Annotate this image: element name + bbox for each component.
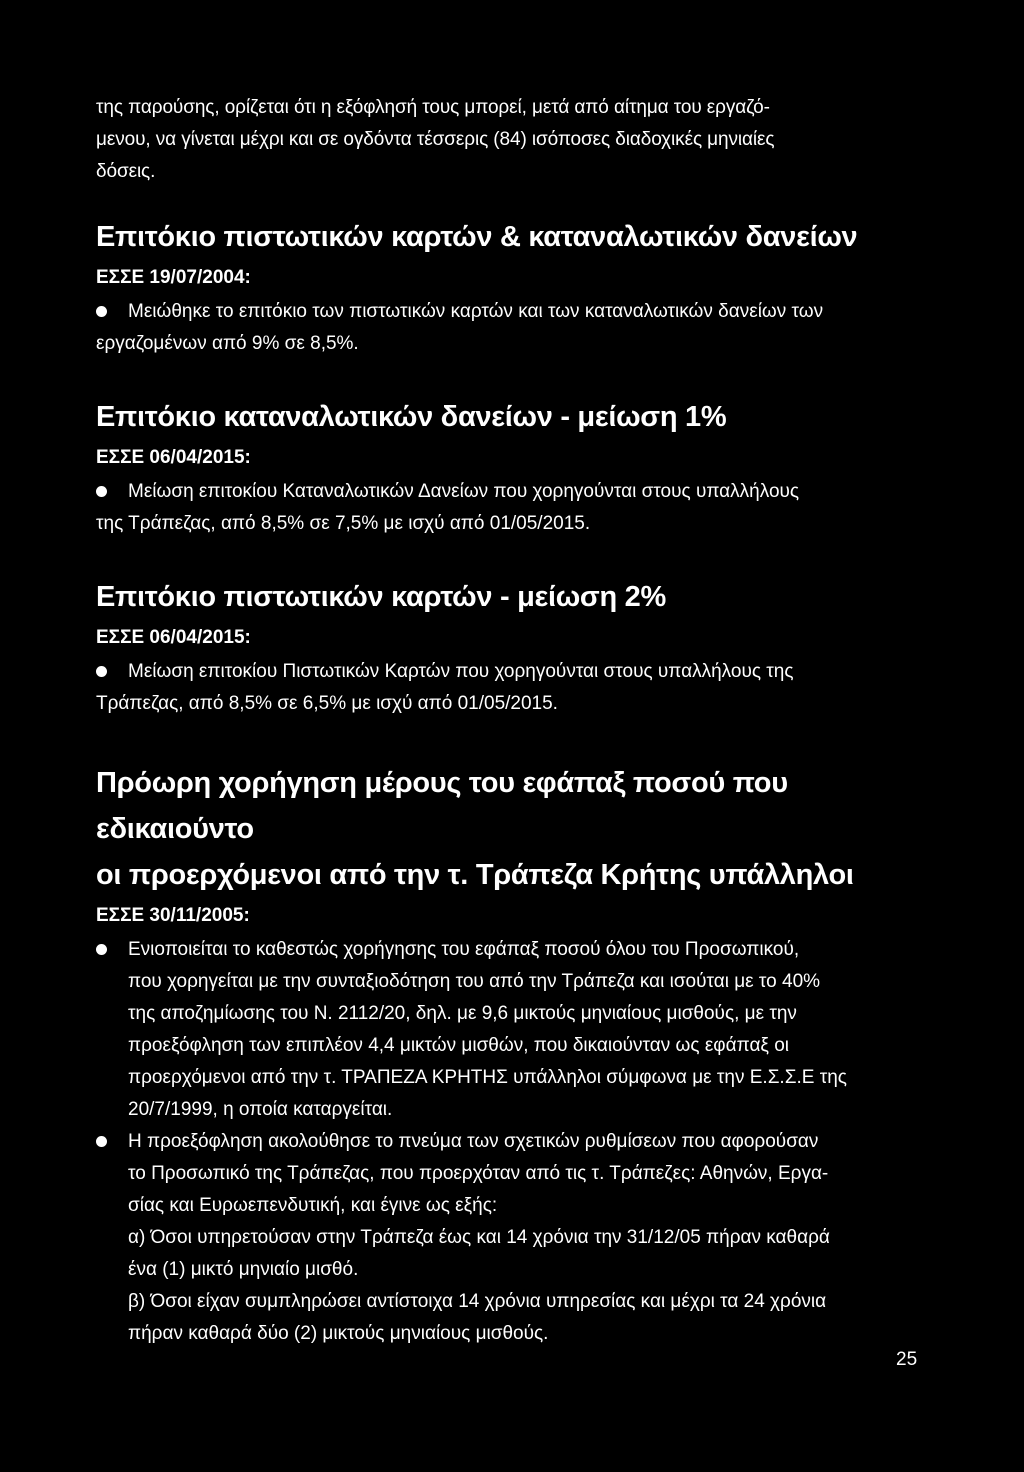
list-item (96, 1126, 932, 1350)
bullet-line: Ενιοποιείται το καθεστώς χορήγησης του εφάπαξ ποσού όλου του Προσωπικού, (128, 939, 800, 960)
bullet-line: 20/7/1999, η οποία καταργείται. (128, 1099, 393, 1120)
bullet-line: Τράπεζας, από 8,5% σε 6,5% με ισχύ από 01/05/2015. (96, 693, 558, 714)
section-credit-cards-reduction (96, 574, 932, 720)
intro-line: της παρούσης, ορίζεται ότι η εξόφλησή τους μπορεί, μετά από αίτημα του εργαζό- (96, 97, 770, 118)
sub-item-b-line: πήραν καθαρά δύο (2) μικτούς μηνιαίους μισθούς. (128, 1323, 549, 1344)
bullet-line: προερχόμενοι από την τ. ΤΡΑΠΕΖΑ ΚΡΗΤΗΣ υπάλληλοι σύμφωνα με την Ε.Σ.Σ.Ε της (128, 1067, 847, 1088)
section-early-lump-sum (96, 760, 932, 1350)
bullet-dot-icon (96, 1136, 107, 1147)
intro-line: δόσεις. (96, 161, 156, 182)
list-item (96, 656, 932, 720)
section-consumer-loans-reduction (96, 394, 932, 540)
section-heading-line: οι προερχόμενοι από την τ. Τράπεζα Κρήτης υπάλληλοι (96, 859, 854, 891)
sub-item-b-line: β) Όσοι είχαν συμπληρώσει αντίστοιχα 14 χρόνια υπηρεσίας και μέχρι τα 24 χρόνια (128, 1291, 827, 1312)
bullet-line: σίας και Ευρωεπενδυτική, και έγινε ως εξής: (128, 1195, 498, 1216)
list-item (96, 476, 932, 540)
esse-date-label: ΕΣΣΕ 19/07/2004: (96, 267, 251, 288)
page-number: 25 (896, 1349, 918, 1370)
esse-date-label: ΕΣΣΕ 06/04/2015: (96, 447, 251, 468)
esse-date-label: ΕΣΣΕ 30/11/2005: (96, 905, 250, 926)
esse-date-label: ΕΣΣΕ 06/04/2015: (96, 627, 251, 648)
list-item (96, 296, 932, 360)
bullet-list (96, 656, 932, 720)
sub-item-a-line: ένα (1) μικτό μηνιαίο μισθό. (128, 1259, 359, 1280)
document-page (96, 92, 932, 1350)
bullet-line: Μειώθηκε το επιτόκιο των πιστωτικών καρτών και των καταναλωτικών δανείων των (128, 301, 824, 322)
bullet-line: που χορηγείται με την συνταξιοδότηση του από την Τράπεζα και ισούται με το 40% (128, 971, 821, 992)
section-credit-cards-consumer-loans (96, 214, 932, 360)
bullet-list (96, 476, 932, 540)
intro-paragraph (96, 92, 932, 188)
list-item (96, 934, 932, 1126)
bullet-list (96, 296, 932, 360)
bullet-dot-icon (96, 666, 107, 677)
intro-line: μενου, να γίνεται μέχρι και σε ογδόντα τέσσερις (84) ισόποσες διαδοχικές μηνιαίες (96, 129, 775, 150)
bullet-line: εργαζομένων από 9% σε 8,5%. (96, 333, 359, 354)
bullet-line: της Τράπεζας, από 8,5% σε 7,5% με ισχύ από 01/05/2015. (96, 513, 591, 534)
bullet-line: Μείωση επιτοκίου Καταναλωτικών Δανείων που χορηγούνται στους υπαλλήλους (128, 481, 800, 502)
bullet-line: της αποζημίωσης του Ν. 2112/20, δηλ. με 9,6 μικτούς μηνιαίους μισθούς, με την (128, 1003, 797, 1024)
section-heading: Επιτόκιο πιστωτικών καρτών - μείωση 2% (96, 581, 666, 613)
section-heading: Επιτόκιο καταναλωτικών δανείων - μείωση 1% (96, 401, 727, 433)
bullet-line: Η προεξόφληση ακολούθησε το πνεύμα των σχετικών ρυθμίσεων που αφορούσαν (128, 1131, 819, 1152)
bullet-list (96, 934, 932, 1350)
bullet-dot-icon (96, 944, 107, 955)
sub-item-a-line: α) Όσοι υπηρετούσαν στην Τράπεζα έως και 14 χρόνια την 31/12/05 πήραν καθαρά (128, 1227, 830, 1248)
bullet-line: Μείωση επιτοκίου Πιστωτικών Καρτών που χορηγούνται στους υπαλλήλους της (128, 661, 794, 682)
section-heading-line: Πρόωρη χορήγηση μέρους του εφάπαξ ποσού που εδικαιούντο (96, 767, 788, 845)
section-heading: Επιτόκιο πιστωτικών καρτών & καταναλωτικών δανείων (96, 221, 858, 253)
bullet-line: προεξόφληση των επιπλέον 4,4 μικτών μισθών, που δικαιούνταν ως εφάπαξ οι (128, 1035, 790, 1056)
bullet-dot-icon (96, 486, 107, 497)
bullet-dot-icon (96, 306, 107, 317)
bullet-line: το Προσωπικό της Τράπεζας, που προερχόταν από τις τ. Τράπεζες: Αθηνών, Εργα- (128, 1163, 829, 1184)
